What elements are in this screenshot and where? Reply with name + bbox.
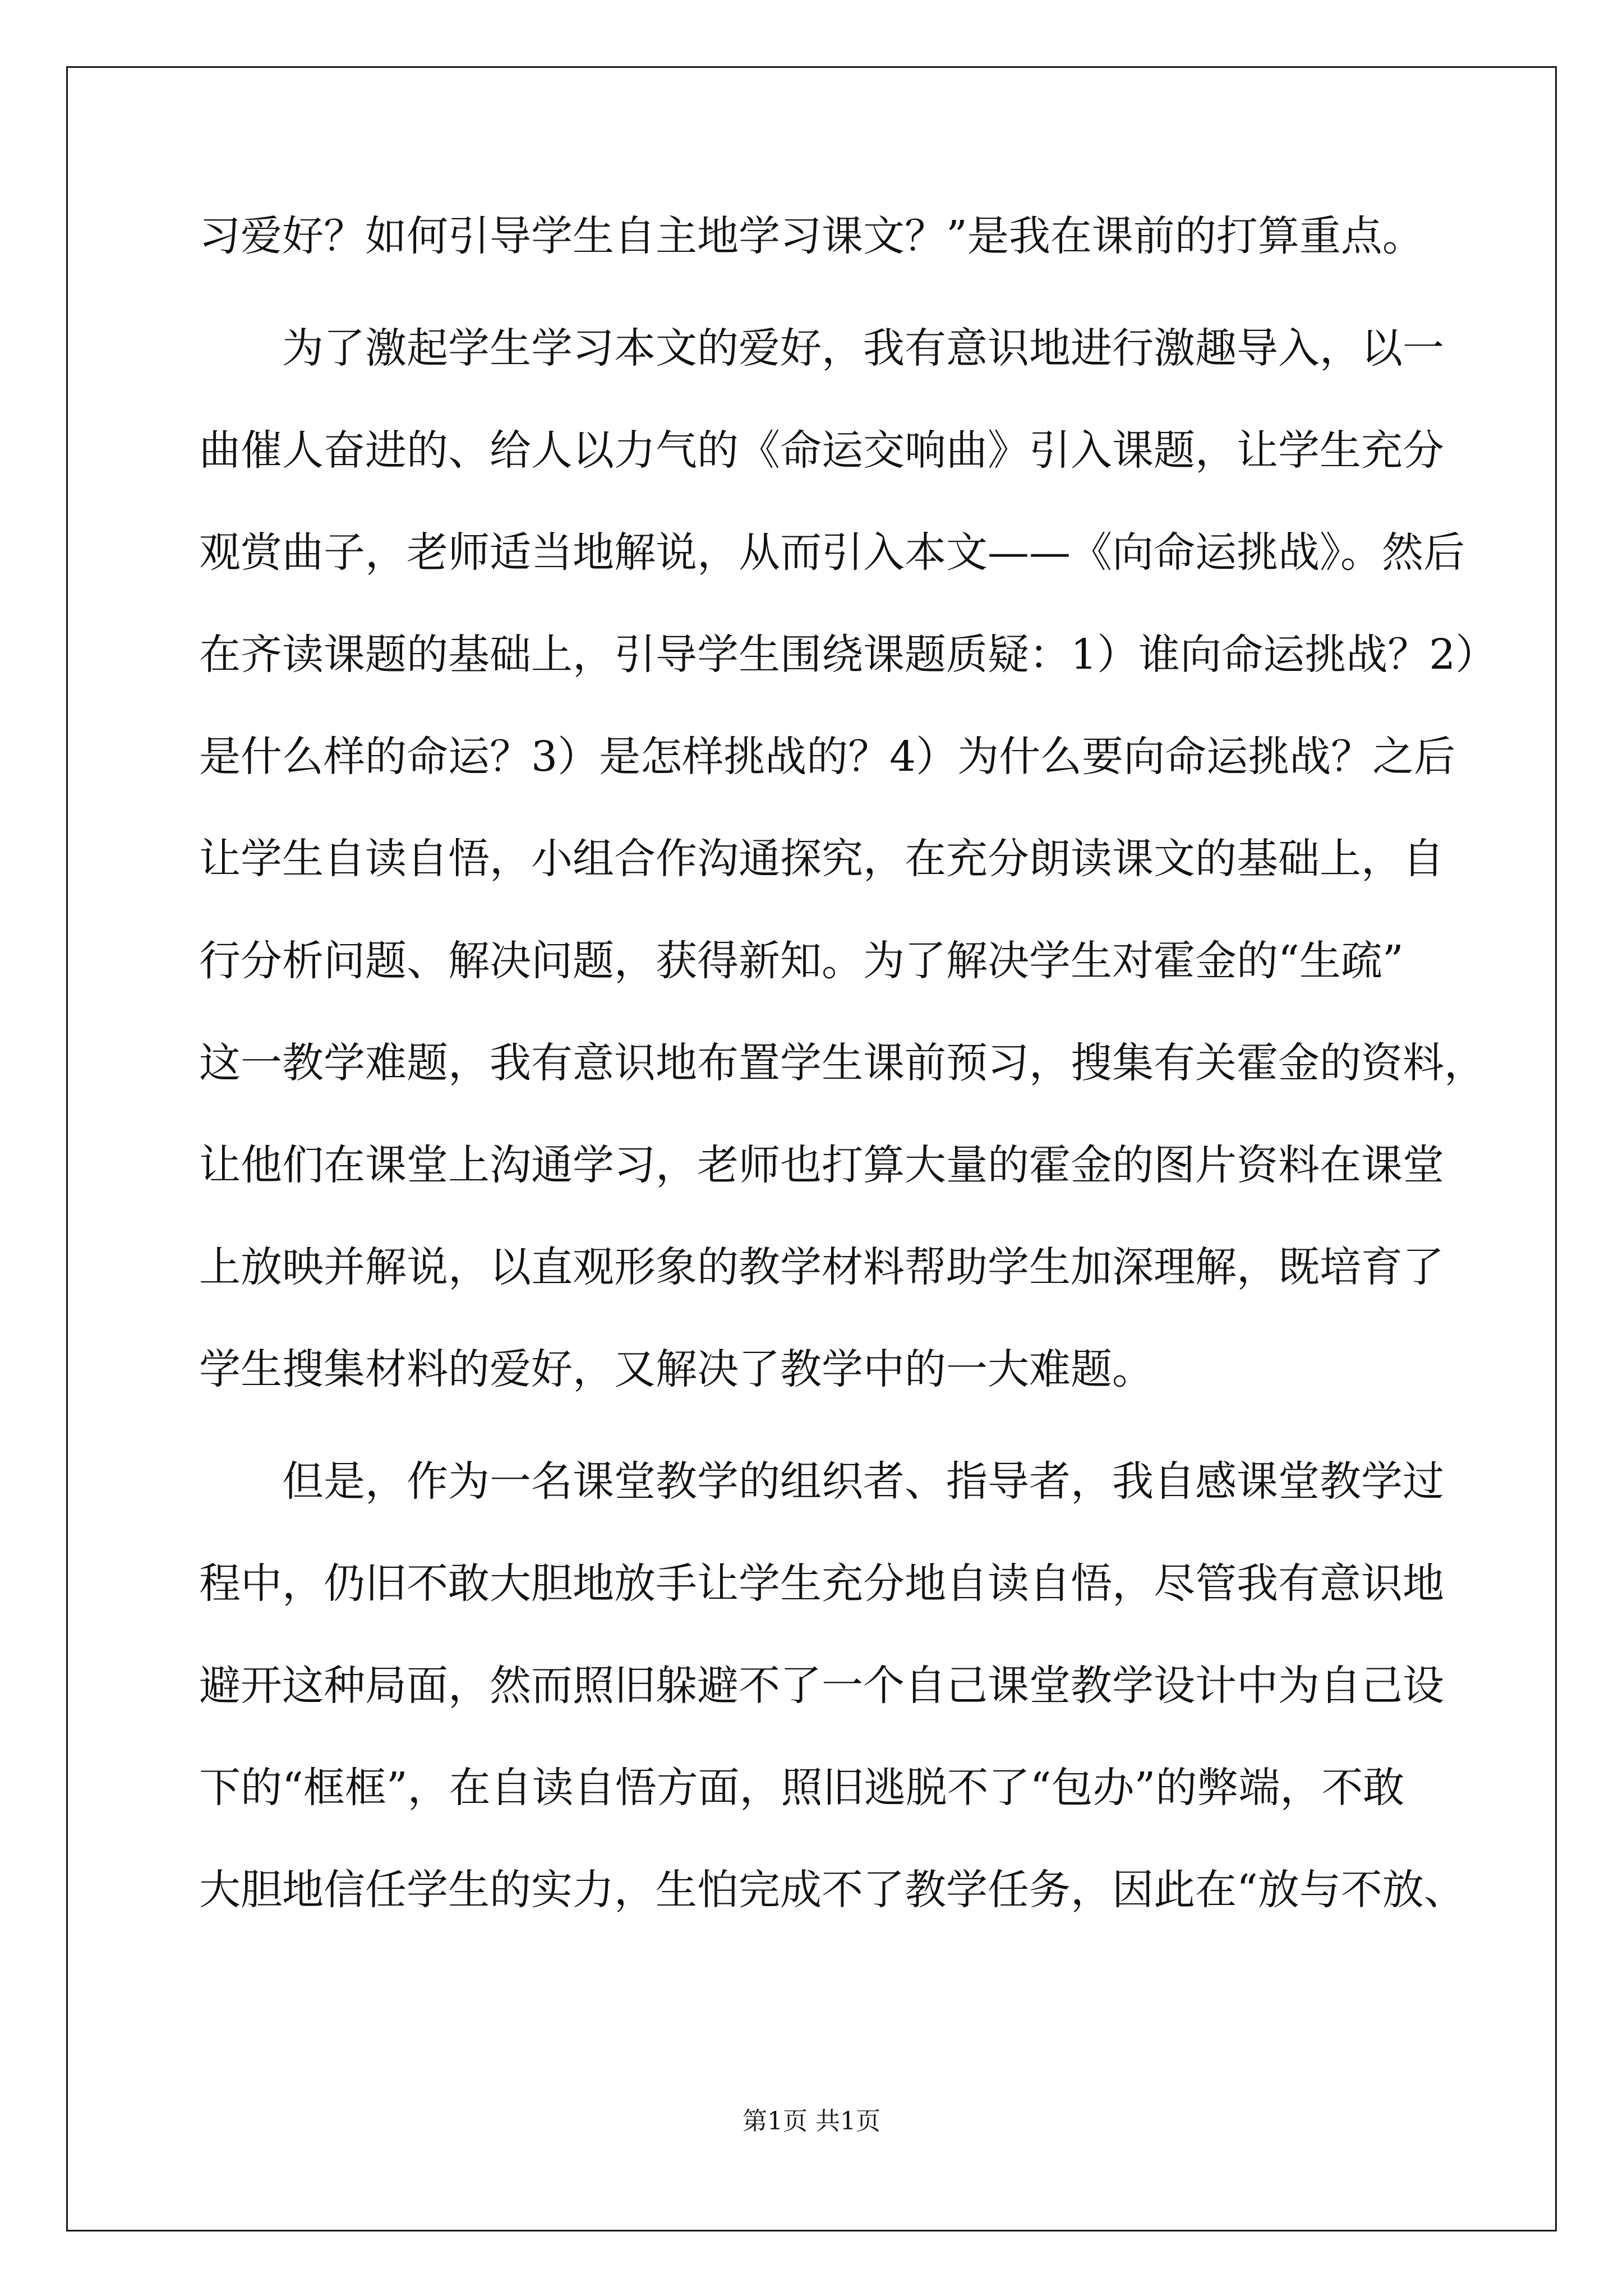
paragraph-2-line-8: 这一教学难题，我有意识地布置学生课前预习，搜集有关霍金的资料， bbox=[199, 1039, 1486, 1087]
paragraph-2-line-10: 上放映并解说，以直观形象的教学材料帮助学生加深理解，既培育了 bbox=[199, 1243, 1444, 1291]
paragraph-2-line-1: 为了激起学生学习本文的爱好，我有意识地进行激趣导入，以一 bbox=[282, 324, 1444, 372]
paragraph-1-line-1: 习爱好？如何引导学生自主地学习课文？”是我在课前的打算重点。 bbox=[199, 212, 1424, 260]
paragraph-3-line-4: 下的“框框”，在自读自悟方面，照旧逃脱不了“包办”的弊端，不敢 bbox=[199, 1764, 1405, 1812]
paragraph-2-line-2: 曲催人奋进的、给人以力气的《命运交响曲》引入课题，让学生充分 bbox=[199, 426, 1444, 475]
paragraph-2-line-9: 让他们在课堂上沟通学习，老师也打算大量的霍金的图片资料在课堂 bbox=[199, 1141, 1444, 1189]
paragraph-2-line-4: 在齐读课题的基础上，引导学生围绕课题质疑：1）谁向命运挑战？2） bbox=[199, 631, 1497, 679]
paragraph-3-line-3: 避开这种局面，然而照旧躲避不了一个自己课堂教学设计中为自己设 bbox=[199, 1662, 1444, 1710]
paragraph-2-line-6: 让学生自读自悟，小组合作沟通探究，在充分朗读课文的基础上，自 bbox=[199, 835, 1444, 883]
paragraph-2-line-7: 行分析问题、解决问题，获得新知。为了解决学生对霍金的“生疏” bbox=[199, 937, 1404, 985]
paragraph-2-line-5: 是什么样的命运？3）是怎样挑战的？4）为什么要向命运挑战？之后 bbox=[199, 733, 1456, 781]
page-number-footer: 第1页 共1页 bbox=[743, 2107, 880, 2136]
paragraph-2-line-3: 观赏曲子，老师适当地解说，从而引入本文——《向命运挑战》。然后 bbox=[199, 528, 1465, 577]
paragraph-3-line-2: 程中，仍旧不敢大胆地放手让学生充分地自读自悟，尽管我有意识地 bbox=[199, 1559, 1444, 1608]
paragraph-3-line-5: 大胆地信任学生的实力，生怕完成不了教学任务，因此在“放与不放、 bbox=[199, 1866, 1465, 1914]
paragraph-3-line-1: 但是，作为一名课堂教学的组织者、指导者，我自感课堂教学过 bbox=[282, 1457, 1444, 1506]
paragraph-2-line-11: 学生搜集材料的爱好，又解决了教学中的一大难题。 bbox=[199, 1345, 1154, 1393]
document-body bbox=[199, 185, 1497, 1941]
